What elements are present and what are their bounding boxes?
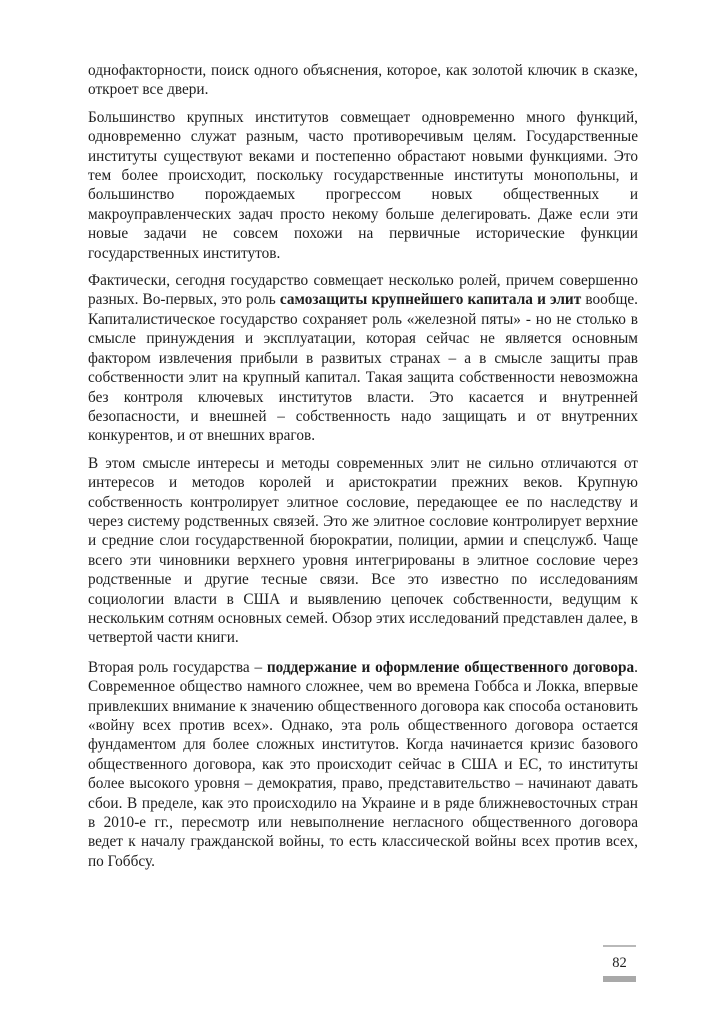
paragraph-text: Фактически, сегодня государство совмещает несколько ролей, причем совершенно разных. Во-первых, это роль — [88, 272, 638, 309]
paragraph-text: Вторая роль государства – — [88, 658, 267, 676]
paragraph-text: вообще. Капиталистическое государство сохраняет роль «железной пяты» - но не столько в смысле принуждения и эксплуатации, которая сейчас не является основным фактором извлечения прибыли в развитых странах – а в смысле защиты прав собственности элит на крупный капитал. Такая защита собственности невозможна без контроля ключевых институтов власти. Это касается и внутренней безопасности, и внешней – собственность надо защищать и от внутренних конкурентов, и от внешних врагов. — [88, 291, 638, 445]
paragraph-1 — [88, 61, 638, 100]
footer-rule-bottom — [603, 976, 636, 982]
paragraph-5 — [88, 658, 638, 871]
page-number: 82 — [612, 955, 627, 971]
bold-phrase: самозащиты крупнейшего капитала и элит — [279, 291, 582, 309]
bold-phrase: поддержание и оформление общественного договора — [266, 658, 635, 676]
paragraph-2 — [88, 108, 638, 263]
paragraph-text: . Современное общество намного сложнее, чем во времена Гоббса и Локка, впервые привлекших внимание к значению общественного договора как способа остановить «войну всех против всех». Однако, эта роль общественного договора остается фундаментом для более сложных институтов. Когда начинается кризис базового общественного договора, как это происходит сейчас в США и ЕС, то институты более высокого уровня – демократия, право, представительство – начинают давать сбои. В пределе, как это происходило на Украине и в ряде ближневосточных стран в 2010-е гг., пересмотр или невыполнение негласного общественного договора ведет к началу гражданской войны, то есть классической войны всех против всех, по Гоббсу. — [88, 658, 638, 870]
paragraph-4 — [88, 454, 638, 648]
paragraph-3 — [88, 271, 638, 446]
paragraph-text: В этом смысле интересы и методы современных элит не сильно отличаются от интересов и методов королей и аристократии прежних веков. Крупную собственность контролирует элитное сословие, передающее ее по наследству и через систему родственных связей. Это же элитное сословие контролирует верхние и средние слои государственной бюрократии, полиции, армии и спецслужб. Чаще всего эти чиновники верхнего уровня интегрированы в элитное сословие через родственные и другие тесные связи. Все это известно по исследованиям социологии власти в США и выявлению цепочек собственности, ведущим к нескольким сотням основных семей. Обзор этих исследований представлен далее, в четвертой части книги. — [88, 454, 638, 647]
page-body — [88, 61, 638, 879]
page-footer — [603, 945, 636, 982]
paragraph-text: однофакторности, поиск одного объяснения, которое, как золотой ключик в сказке, откроет все двери. — [88, 62, 638, 99]
paragraph-text: Большинство крупных институтов совмещает одновременно много функций, одновременно служат разным, часто противоречивым целям. Государственные институты существуют веками и постепенно обрастают новыми функциями. Это тем более происходит, поскольку государственные институты монопольны, и большинство порождаемых прогрессом новых общественных и макроуправленческих задач просто некому больше делегировать. Даже если эти новые задачи не совсем похожи на первичные исторические функции государственных институтов. — [88, 108, 638, 262]
